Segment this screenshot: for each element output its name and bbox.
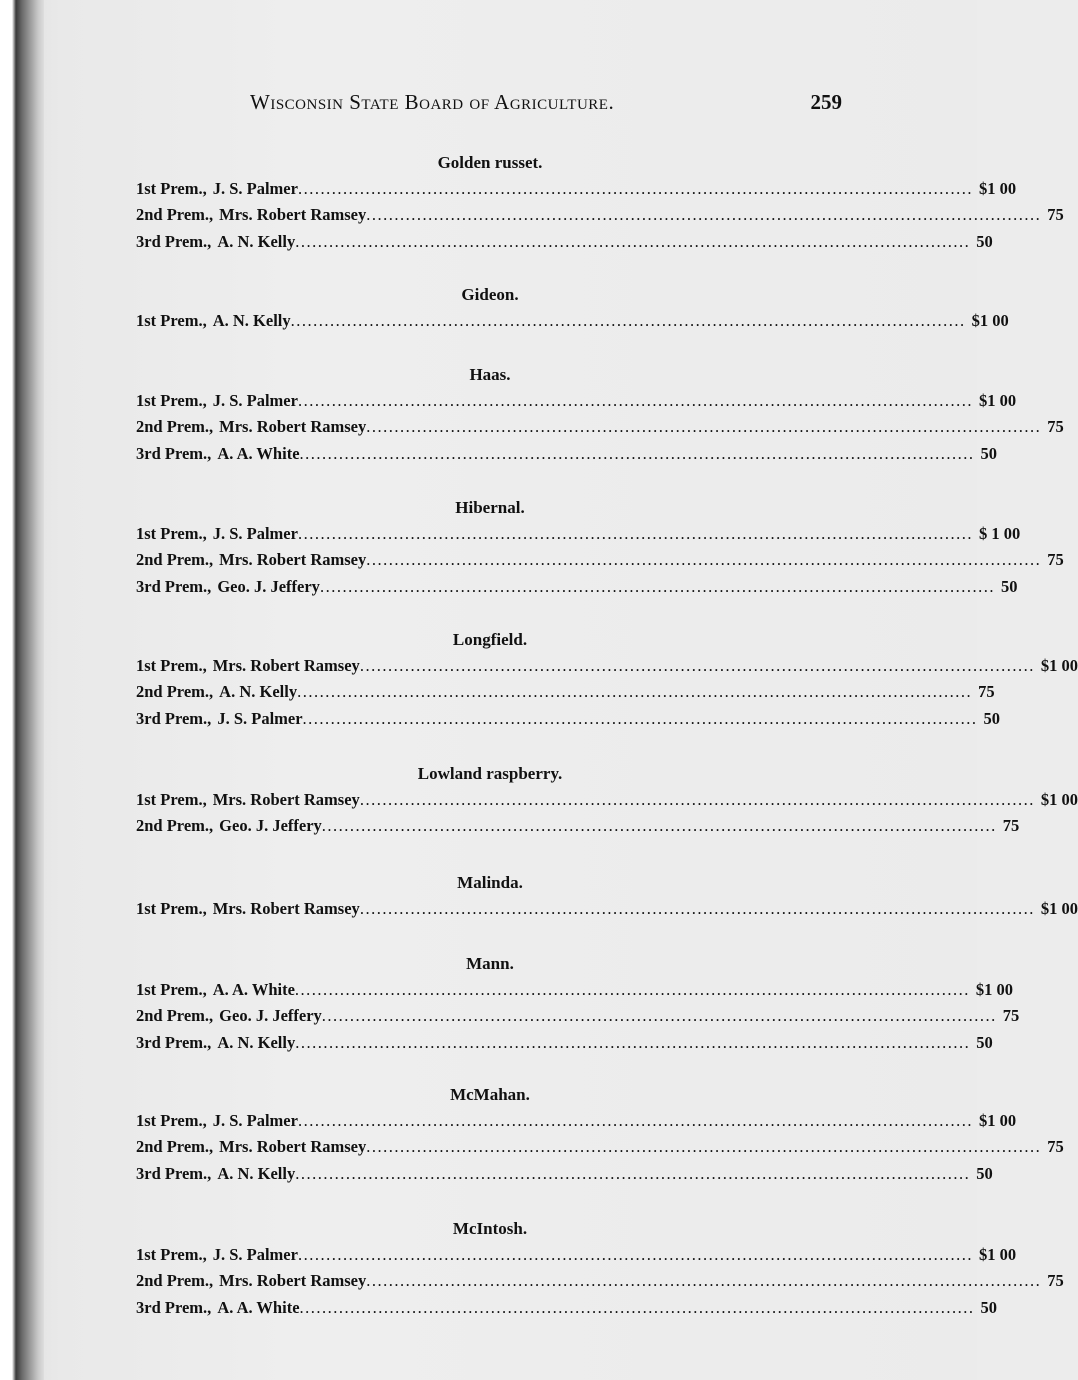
premium-section [136, 282, 1009, 334]
winner-name: A. N. Kelly [217, 1032, 296, 1052]
premium-row [136, 521, 1021, 547]
winner-name: J. S. Palmer [212, 1245, 298, 1264]
premium-amount: $1 00 [975, 980, 1014, 999]
leader-dots: ........................................................................................................................ [366, 205, 1042, 225]
premium-amount: 75 [978, 682, 995, 702]
premium-amount: 50 [1000, 576, 1018, 596]
premium-place: 3rd Prem., [136, 708, 212, 728]
winner-name: Mrs. Robert Ramsey [212, 790, 360, 809]
premium-amount: $1 00 [978, 179, 1017, 198]
premium-row [136, 653, 1078, 679]
leader-dots: ........................................................................................................................ [359, 790, 1035, 809]
premium-row [136, 414, 1064, 440]
premium-amount: $ 1 00 [978, 524, 1021, 543]
leader-dots: ........................................................................................................................ [302, 708, 978, 728]
section-title: Longfield. [452, 630, 528, 649]
winner-name: Geo. J. Jeffery [219, 816, 322, 836]
premium-row [136, 787, 1078, 813]
premium-amount: $1 00 [978, 1245, 1017, 1264]
winner-name: A. A. White [212, 980, 295, 999]
premium-amount: 75 [1047, 1271, 1064, 1291]
premium-row [136, 1242, 1017, 1268]
premium-amount: 75 [1002, 816, 1020, 836]
premium-place: 3rd Prem., [136, 1163, 212, 1183]
leader-dots: ........................................................................................................................ [295, 1032, 971, 1052]
premium-place: 2nd Prem., [136, 816, 214, 836]
leader-dots: ........................................................................................................................ [299, 1297, 975, 1317]
premium-row [136, 813, 1020, 839]
premium-place: 1st Prem., [136, 1111, 207, 1130]
premium-row [136, 202, 1064, 228]
leader-dots: ........................................................................................................................ [295, 1163, 971, 1183]
premium-amount: 50 [976, 231, 993, 251]
winner-name: A. N. Kelly [212, 311, 291, 330]
leader-dots: ........................................................................................................................ [321, 816, 997, 836]
leader-dots: ........................................................................................................................ [366, 1137, 1042, 1157]
winner-name: Geo. J. Jeffery [217, 576, 320, 596]
premium-place: 1st Prem., [136, 980, 207, 999]
winner-name: Mrs. Robert Ramsey [219, 550, 367, 570]
premium-section [136, 951, 1020, 1056]
premium-row [136, 1295, 998, 1321]
premium-place: 2nd Prem., [136, 550, 214, 570]
winner-name: A. N. Kelly [219, 682, 298, 702]
premium-row [136, 1134, 1064, 1160]
leader-dots: ........................................................................................................................ [297, 1111, 973, 1130]
premium-place: 2nd Prem., [136, 417, 214, 437]
premium-amount: $1 00 [978, 391, 1017, 410]
premium-row [136, 896, 1078, 922]
premium-amount: 75 [1047, 1137, 1064, 1157]
page-header [250, 90, 842, 120]
premium-place: 3rd Prem., [136, 576, 212, 596]
premium-place: 2nd Prem., [136, 205, 214, 225]
winner-name: Mrs. Robert Ramsey [219, 417, 367, 437]
premium-amount: $1 00 [1040, 790, 1078, 809]
premium-amount: 75 [1047, 205, 1064, 225]
premium-row [136, 176, 1017, 202]
winner-name: Geo. J. Jeffery [219, 1006, 322, 1026]
winner-name: J. S. Palmer [212, 391, 298, 410]
premium-place: 3rd Prem., [136, 1297, 212, 1317]
premium-amount: 50 [980, 1297, 998, 1317]
leader-dots: ........................................................................................................................ [366, 1271, 1042, 1291]
section-title: Haas. [469, 365, 511, 384]
premium-row [136, 229, 993, 255]
section-title: McMahan. [450, 1085, 530, 1104]
section-title: Malinda. [457, 873, 523, 892]
leader-dots: ........................................................................................................................ [294, 980, 970, 999]
premium-row [136, 1108, 1017, 1134]
premium-section [136, 1082, 1064, 1187]
winner-name: J. S. Palmer [212, 179, 298, 198]
premium-row [136, 388, 1017, 414]
premium-amount: 75 [1047, 550, 1064, 570]
premium-amount: 75 [1002, 1006, 1020, 1026]
winner-name: A. A. White [217, 1297, 300, 1317]
leader-dots: ........................................................................................................................ [290, 311, 966, 330]
section-title: McIntosh. [452, 1219, 528, 1238]
premium-place: 1st Prem., [136, 179, 207, 198]
premium-place: 2nd Prem., [136, 682, 214, 702]
winner-name: A. N. Kelly [217, 1163, 296, 1183]
section-title: Mann. [466, 954, 514, 973]
premium-amount: $1 00 [971, 311, 1009, 330]
premium-section [136, 627, 1078, 732]
winner-name: J. S. Palmer [217, 708, 303, 728]
winner-name: A. N. Kelly [217, 231, 296, 251]
premium-amount: 50 [983, 708, 1001, 728]
winner-name: Mrs. Robert Ramsey [219, 1137, 367, 1157]
winner-name: Mrs. Robert Ramsey [212, 656, 360, 675]
leader-dots: ........................................................................................................................ [297, 391, 973, 410]
winner-name: Mrs. Robert Ramsey [219, 205, 367, 225]
leader-dots: ........................................................................................................................ [297, 682, 973, 702]
premium-row [136, 977, 1014, 1003]
premium-row [136, 574, 1018, 600]
premium-place: 1st Prem., [136, 790, 207, 809]
leader-dots: ........................................................................................................................ [297, 524, 973, 543]
premium-section [136, 1216, 1064, 1321]
premium-row [136, 1003, 1020, 1029]
running-head-title: Wisconsin State Board of Agriculture. [250, 90, 615, 114]
leader-dots: ........................................................................................................................ [366, 417, 1042, 437]
premium-place: 1st Prem., [136, 311, 207, 330]
premium-row [136, 441, 998, 467]
premium-row [136, 1268, 1064, 1294]
leader-dots: ........................................................................................................................ [295, 231, 971, 251]
premium-amount: $1 00 [1040, 656, 1078, 675]
premium-place: 3rd Prem., [136, 1032, 212, 1052]
book-binding-edge [0, 0, 44, 1380]
premium-place: 2nd Prem., [136, 1006, 214, 1026]
premium-place: 2nd Prem., [136, 1137, 214, 1157]
section-title: Gideon. [461, 285, 519, 304]
premium-place: 1st Prem., [136, 524, 207, 543]
leader-dots: ........................................................................................................................ [366, 550, 1042, 570]
leader-dots: ........................................................................................................................ [359, 899, 1035, 918]
section-title: Golden russet. [437, 153, 543, 172]
leader-dots: ........................................................................................................................ [297, 1245, 973, 1264]
premium-place: 1st Prem., [136, 1245, 207, 1264]
premium-row [136, 1030, 993, 1056]
winner-name: J. S. Palmer [212, 524, 298, 543]
premium-place: 1st Prem., [136, 899, 207, 918]
winner-name: A. A. White [217, 443, 300, 463]
leader-dots: ........................................................................................................................ [319, 576, 995, 596]
leader-dots: ........................................................................................................................ [297, 179, 973, 198]
premium-amount: $1 00 [1040, 899, 1078, 918]
section-title: Lowland raspberry. [417, 764, 563, 783]
premium-row [136, 679, 995, 705]
premium-amount: 50 [980, 443, 998, 463]
premium-amount: 50 [976, 1163, 993, 1183]
leader-dots: ........................................................................................................................ [299, 443, 975, 463]
premium-place: 3rd Prem., [136, 443, 212, 463]
leader-dots: ........................................................................................................................ [359, 656, 1035, 675]
premium-place: 1st Prem., [136, 656, 207, 675]
premium-section [136, 870, 1078, 922]
premium-section [136, 362, 1064, 467]
page-number: 259 [810, 90, 842, 114]
section-title: Hibernal. [455, 498, 525, 517]
premium-place: 3rd Prem., [136, 231, 212, 251]
premium-row [136, 1161, 993, 1187]
premium-amount: 50 [976, 1032, 993, 1052]
leader-dots: ........................................................................................................................ [321, 1006, 997, 1026]
winner-name: J. S. Palmer [212, 1111, 298, 1130]
premium-section [136, 495, 1064, 600]
premium-row [136, 706, 1001, 732]
premium-section [136, 150, 1064, 255]
premium-amount: $1 00 [978, 1111, 1017, 1130]
premium-row [136, 308, 1009, 334]
winner-name: Mrs. Robert Ramsey [219, 1271, 367, 1291]
premium-amount: 75 [1047, 417, 1064, 437]
premium-place: 2nd Prem., [136, 1271, 214, 1291]
winner-name: Mrs. Robert Ramsey [212, 899, 360, 918]
premium-section [136, 761, 1078, 840]
premium-place: 1st Prem., [136, 391, 207, 410]
premium-row [136, 547, 1064, 573]
